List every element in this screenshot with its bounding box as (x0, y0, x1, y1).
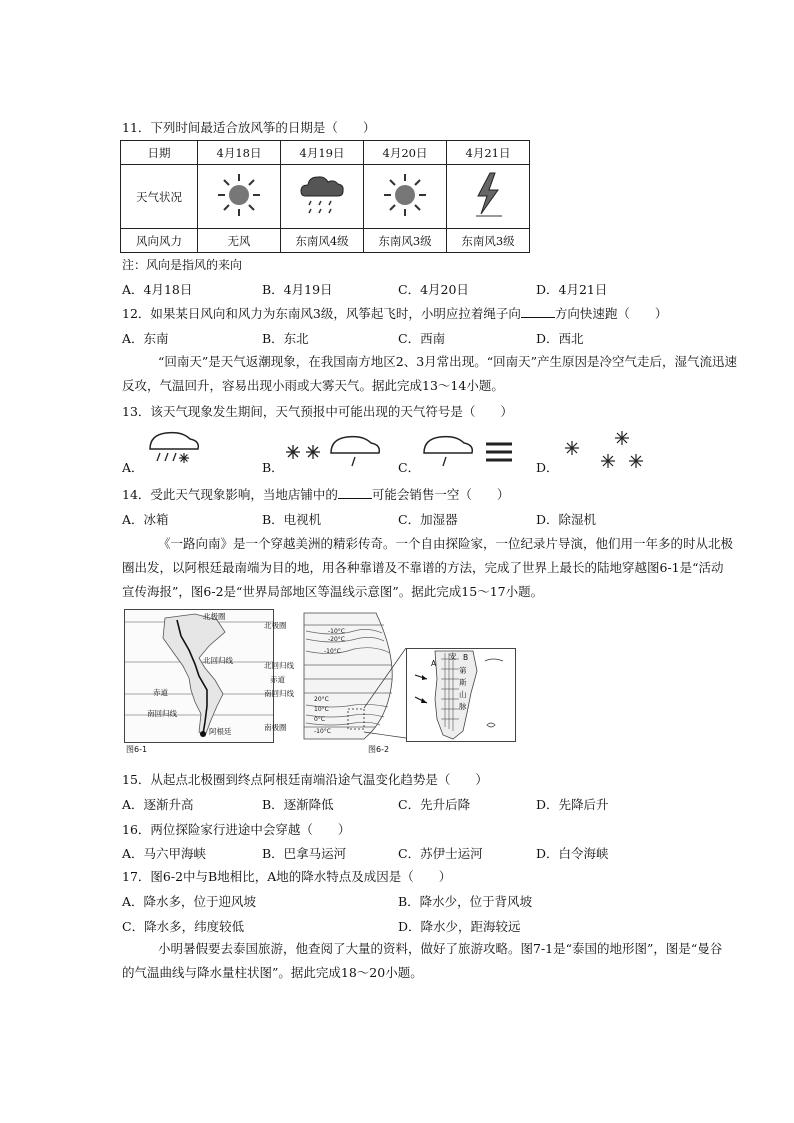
date-cell: 4月19日 (281, 141, 364, 165)
q14-stem-before: 14．受此天气现象影响，当地店铺中的 (122, 487, 338, 502)
inset-label: 脉 (459, 702, 467, 711)
q14-option-d[interactable]: D．除湿机 (536, 512, 597, 527)
date-cell: 4月21日 (447, 141, 530, 165)
q17-stem: 17．图6-2中与B地相比，A地的降水特点及成因是（ ） (122, 869, 452, 884)
q16-option-a[interactable]: A．马六甲海峡 (122, 846, 207, 861)
q15-option-a[interactable]: A．逐渐升高 (122, 797, 194, 812)
date-cell: 4月18日 (198, 141, 281, 165)
q17-option-a[interactable]: A．降水多，位于迎风坡 (122, 894, 257, 909)
q13-option-a[interactable]: A． (122, 460, 144, 475)
isotherm-label: -10°C (328, 628, 345, 635)
snow-icon (560, 427, 650, 473)
q15-option-d[interactable]: D．先降后升 (536, 797, 609, 812)
q13-option-b[interactable]: B． (262, 460, 284, 475)
q11-note: 注：风向是指风的来向 (122, 258, 243, 272)
q12-option-a[interactable]: A．东南 (122, 331, 169, 346)
isotherm-label: -20°C (328, 636, 345, 643)
q12-stem (122, 305, 667, 323)
weather-cell (198, 165, 281, 229)
date-cell: 4月20日 (364, 141, 447, 165)
inset-label: 斯 (459, 678, 467, 687)
row-header-weather: 天气状况 (121, 165, 198, 229)
rain-icon (297, 170, 347, 220)
americas-route-map (125, 610, 273, 742)
passage-huinantian: “回南天”是天气返潮现象，在我国南方地区2、3月常出现。“回南天”产生原因是冷空气走后，湿气流迅速反攻，气温回升，容易出现小雨或大雾天气。据此完成13～14小题。 (122, 354, 737, 393)
sunny-icon (216, 172, 262, 218)
row-header-date: 日期 (121, 141, 198, 165)
weather-cell (364, 165, 447, 229)
fig2-label: 北回归线 (264, 661, 294, 670)
fig1-label: 赤道 (153, 688, 168, 697)
q14-option-c[interactable]: C．加湿器 (398, 512, 458, 527)
wind-cell: 东南风4级 (281, 229, 364, 253)
point-a-label: A (431, 659, 437, 668)
fig2-label: 赤道 (270, 675, 285, 684)
inset-label: 山 (459, 690, 467, 699)
wind-cell: 东南风3级 (364, 229, 447, 253)
weather-table (120, 140, 530, 253)
passage-thailand: 小明暑假要去泰国旅游，他查阅了大量的资料，做好了旅游攻略。图7-1是“泰国的地形图”，图是“曼谷的气温曲线与降水量柱状图”。据此完成18～20小题。 (122, 941, 723, 980)
wind-cell: 东南风3级 (447, 229, 530, 253)
row-header-wind: 风向风力 (121, 229, 198, 253)
fig2-label: 南极圈 (264, 723, 287, 732)
q16-option-c[interactable]: C．苏伊士运河 (398, 846, 483, 861)
q11-option-d[interactable]: D．4月21日 (536, 282, 608, 297)
fig2-label: 北极圈 (264, 621, 287, 630)
q17-option-c[interactable]: C．降水多，纬度较低 (122, 919, 245, 934)
answer-blank[interactable] (521, 305, 555, 318)
figure-inset-andes (406, 648, 516, 742)
q15-option-b[interactable]: B．逐渐降低 (262, 797, 334, 812)
inset-label: 第 (459, 666, 467, 675)
fig1-label: 北极圈 (203, 612, 226, 621)
q15-stem: 15．从起点北极圈到终点阿根廷南端沿途气温变化趋势是（ ） (122, 772, 488, 787)
weather-cell (447, 165, 530, 229)
isotherm-label: 20°C (314, 696, 329, 703)
q13-option-c[interactable]: C． (398, 460, 421, 475)
lightning-icon (468, 170, 508, 220)
inset-label: 安 (449, 652, 457, 661)
q14-option-b[interactable]: B．电视机 (262, 512, 322, 527)
isotherm-label: -10°C (324, 648, 341, 655)
q14-stem (122, 486, 509, 504)
q17-option-d[interactable]: D．降水少，距海较远 (398, 919, 521, 934)
q15-option-c[interactable]: C．先升后降 (398, 797, 471, 812)
q11-option-c[interactable]: C．4月20日 (398, 282, 469, 297)
q12-stem-after: 方向快速跑（ ） (554, 306, 668, 321)
q12-option-b[interactable]: B．东北 (262, 331, 309, 346)
q14-option-a[interactable]: A．冰箱 (122, 512, 169, 527)
figure-6-1-poster (124, 609, 274, 743)
answer-blank[interactable] (338, 486, 372, 499)
q16-option-b[interactable]: B．巴拿马运河 (262, 846, 347, 861)
isotherm-label: -10°C (314, 728, 331, 735)
q12-option-c[interactable]: C．西南 (398, 331, 446, 346)
fig1-caption: 图6-1 (126, 745, 148, 754)
q11-option-b[interactable]: B．4月19日 (262, 282, 333, 297)
q13-option-d[interactable]: D． (536, 460, 559, 475)
light-rain-icon (420, 429, 476, 471)
q11-stem: 11．下列时间最适合放风筝的日期是（ ） (122, 120, 376, 135)
fog-icon (484, 429, 514, 471)
rain-snow-icon (146, 429, 202, 471)
snow-rain-icon (283, 429, 395, 471)
q14-stem-after: 可能会销售一空（ ） (371, 487, 510, 502)
q16-option-d[interactable]: D．白令海峡 (536, 846, 609, 861)
q17-option-b[interactable]: B．降水少，位于背风坡 (398, 894, 533, 909)
q16-stem: 16．两位探险家行进途中会穿越（ ） (122, 822, 351, 837)
q11-option-a[interactable]: A．4月18日 (122, 282, 193, 297)
fig2-label: 南回归线 (264, 689, 294, 698)
sunny-icon (382, 172, 428, 218)
isotherm-label: 0°C (314, 716, 326, 723)
q12-option-d[interactable]: D．西北 (536, 331, 584, 346)
fig2-caption: 图6-2 (368, 745, 390, 754)
wind-cell: 无风 (198, 229, 281, 253)
q12-stem-before: 12．如果某日风向和风力为东南风3级，风筝起飞时，小明应拉着绳子向 (122, 306, 521, 321)
fig1-label: 南回归线 (147, 709, 177, 718)
passage-yiluxiangnan: 《一路向南》是一个穿越美洲的精彩传奇。一个自由探险家，一位纪录片导演，他们用一年多的时从北极圈出发，以阿根廷最南端为目的地，用各种靠谱及不靠谱的方法，完成了世界上最长的陆地穿越图6-1是“活动宣传海报”，图6-2是“世界局部地区等温线示意图”。据此完成15～17小题。 (122, 536, 734, 599)
fig1-label: 北回归线 (203, 656, 233, 665)
fig1-label: 阿根廷 (209, 727, 232, 736)
q13-stem: 13．该天气现象发生期间，天气预报中可能出现的天气符号是（ ） (122, 404, 513, 419)
weather-cell (281, 165, 364, 229)
isotherm-label: 10°C (314, 706, 329, 713)
point-b-label: B (463, 653, 469, 662)
